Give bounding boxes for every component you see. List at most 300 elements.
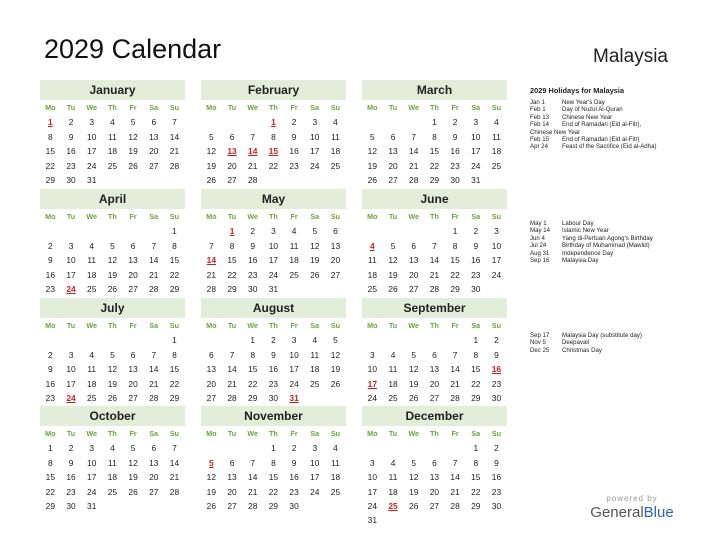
empty-cell (445, 441, 466, 455)
day-cell: 28 (169, 160, 180, 171)
day-cell: 3 (370, 349, 375, 360)
powered-by-text: powered by (606, 494, 658, 503)
day-cell: 20 (149, 146, 159, 157)
weekday-label: Fr (451, 103, 459, 112)
day-cell: 24 (310, 160, 320, 171)
day-cell: 2 (473, 226, 479, 237)
weekday-label: Sa (149, 429, 159, 438)
holiday-name: New Year's Day (562, 99, 605, 106)
day-cell: 7 (172, 443, 177, 454)
day-cell: 14 (450, 472, 460, 483)
day-cell: 28 (429, 283, 440, 294)
day-cell: 18 (87, 269, 97, 280)
day-cell: 18 (330, 472, 341, 483)
weekday-label: Tu (227, 429, 237, 438)
weekday-label: Su (491, 103, 502, 112)
day-cell: 9 (473, 240, 479, 251)
day-cell: 10 (367, 364, 377, 375)
holiday-entry (530, 257, 695, 264)
day-cell: 21 (149, 269, 159, 280)
weekday-label: Su (330, 103, 341, 112)
weekday-label: Mo (45, 321, 56, 330)
holiday-name: Malaysia Day (562, 257, 599, 265)
day-cell: 10 (491, 240, 502, 251)
day-cell: 12 (128, 131, 138, 142)
day-cell: 9 (68, 131, 74, 142)
day-cell: 29 (45, 500, 55, 511)
holiday-day: 14 (248, 146, 258, 157)
day-cell: 25 (289, 269, 299, 280)
day-cell: 10 (66, 255, 76, 266)
day-cell: 1 (432, 117, 437, 128)
day-cell: 8 (172, 240, 177, 251)
day-cell: 14 (429, 255, 440, 266)
day-cell: 7 (452, 349, 458, 360)
empty-cell (403, 224, 424, 238)
weekday-label: Mo (367, 429, 378, 438)
day-cell: 28 (450, 500, 460, 511)
day-cell: 17 (87, 146, 97, 157)
weekday-label: Tu (227, 212, 237, 221)
empty-cell (222, 115, 243, 129)
day-cell: 5 (333, 335, 338, 346)
day-cell: 16 (66, 146, 76, 157)
day-cell: 20 (206, 378, 216, 389)
holiday-name: Islamic New Year (562, 227, 609, 235)
day-cell: 9 (452, 131, 458, 142)
empty-cell (201, 441, 222, 455)
empty-cell (201, 115, 222, 129)
weekday-label: Fr (129, 429, 137, 438)
holiday-name: Independence Day (562, 249, 614, 257)
empty-cell (143, 333, 164, 347)
day-cell: 7 (151, 240, 157, 251)
month-name: February (201, 80, 346, 100)
day-cell: 26 (107, 283, 118, 294)
day-cell: 11 (367, 255, 377, 266)
day-cell: 3 (68, 240, 74, 251)
day-cell: 26 (310, 269, 320, 280)
day-cell: 24 (367, 392, 377, 403)
day-cell: 15 (169, 364, 180, 375)
empty-cell (403, 441, 424, 455)
holiday-date: Aug 31 (530, 249, 550, 257)
holiday-name: Feast of the Sacrifice (Eid al-Adha) (562, 143, 657, 151)
empty-cell (362, 115, 383, 129)
day-cell: 6 (432, 349, 437, 360)
day-cell: 29 (268, 500, 279, 511)
weekday-label: Sa (310, 321, 320, 330)
day-cell: 29 (169, 283, 180, 294)
day-cell: 19 (388, 269, 398, 280)
holiday-date: Apr 24 (530, 143, 548, 151)
day-cell: 6 (209, 349, 214, 360)
day-cell: 9 (291, 131, 297, 142)
holiday-entry (530, 332, 695, 339)
day-cell: 24 (87, 486, 97, 497)
holiday-date: Jul 24 (530, 242, 547, 250)
day-cell: 17 (66, 378, 76, 389)
day-cell: 16 (289, 146, 299, 157)
holiday-entry (530, 106, 695, 113)
day-cell: 2 (68, 443, 74, 454)
day-cell: 14 (149, 255, 159, 266)
weekday-label: Fr (129, 321, 137, 330)
day-cell: 7 (151, 349, 157, 360)
day-cell: 21 (169, 472, 180, 483)
weekday-label: Sa (310, 429, 320, 438)
day-cell: 15 (227, 255, 237, 266)
day-cell: 14 (149, 364, 159, 375)
day-cell: 27 (149, 486, 159, 497)
day-cell: 19 (128, 146, 138, 157)
day-cell: 12 (330, 349, 341, 360)
day-cell: 10 (310, 457, 320, 468)
weekday-label: Th (430, 212, 439, 221)
day-cell: 23 (491, 486, 502, 497)
day-cell: 2 (291, 443, 297, 454)
day-cell: 8 (271, 131, 276, 142)
day-cell: 8 (271, 457, 276, 468)
day-cell: 5 (390, 240, 396, 251)
day-cell: 21 (429, 269, 440, 280)
day-cell: 8 (452, 240, 458, 251)
empty-cell (424, 333, 445, 347)
weekday-label: Su (169, 321, 180, 330)
day-cell: 23 (268, 378, 279, 389)
empty-cell (61, 224, 82, 238)
day-cell: 1 (48, 443, 53, 454)
day-grid (362, 210, 507, 296)
weekday-label: Fr (290, 103, 298, 112)
day-cell: 27 (206, 392, 216, 403)
day-cell: 23 (45, 283, 55, 294)
weekday-label: Th (108, 429, 117, 438)
holiday-date: Feb 15 (530, 136, 549, 144)
day-cell: 20 (227, 160, 237, 171)
weekday-label: Th (430, 429, 439, 438)
weekday-label: Su (169, 103, 180, 112)
day-cell: 17 (268, 255, 279, 266)
weekday-label: Sa (471, 103, 481, 112)
holiday-day: 13 (227, 146, 237, 157)
day-cell: 28 (227, 392, 237, 403)
holiday-date: Feb 14 (530, 121, 549, 129)
weekday-label: Fr (290, 321, 298, 330)
day-cell: 21 (227, 378, 237, 389)
day-cell: 11 (289, 240, 299, 251)
day-cell: 10 (471, 131, 481, 142)
day-cell: 3 (312, 117, 318, 128)
weekday-label: Tu (388, 103, 398, 112)
day-cell: 7 (432, 240, 437, 251)
holiday-name: Christmas Day (562, 346, 602, 354)
brand-name (587, 504, 677, 521)
day-cell: 29 (450, 283, 460, 294)
day-cell: 4 (494, 117, 499, 128)
day-cell: 22 (169, 378, 180, 389)
day-cell: 14 (227, 364, 237, 375)
day-cell: 2 (291, 117, 297, 128)
day-grid (201, 101, 346, 187)
day-cell: 7 (411, 131, 417, 142)
day-cell: 17 (367, 486, 377, 497)
day-cell: 24 (491, 269, 502, 280)
day-cell: 3 (312, 443, 318, 454)
day-cell: 30 (450, 174, 460, 185)
day-cell: 6 (151, 443, 157, 454)
month-august (201, 298, 346, 405)
weekday-label: Tu (66, 321, 76, 330)
day-cell: 28 (149, 283, 159, 294)
day-cell: 26 (206, 174, 216, 185)
holiday-name: End of Ramadan (Eid al-Fitr), (562, 121, 642, 129)
day-cell: 4 (333, 117, 338, 128)
day-cell: 15 (450, 255, 460, 266)
day-cell: 20 (429, 378, 440, 389)
day-cell: 3 (68, 349, 74, 360)
day-cell: 23 (471, 269, 481, 280)
day-cell: 24 (471, 160, 481, 171)
holiday-date: May 1 (530, 220, 547, 227)
day-cell: 14 (169, 131, 180, 142)
holiday-entry (530, 121, 695, 128)
day-cell: 16 (66, 472, 76, 483)
day-cell: 26 (330, 378, 341, 389)
weekday-label: Mo (206, 103, 217, 112)
weekday-label: Tu (388, 321, 398, 330)
month-october (40, 406, 185, 513)
day-cell: 19 (107, 378, 118, 389)
empty-cell (242, 115, 263, 129)
day-cell: 14 (248, 472, 258, 483)
weekday-label: Mo (367, 321, 378, 330)
day-cell: 21 (149, 378, 159, 389)
day-cell: 21 (248, 160, 258, 171)
day-cell: 11 (331, 131, 340, 142)
day-cell: 13 (128, 255, 138, 266)
day-cell: 9 (291, 457, 297, 468)
day-cell: 5 (110, 240, 115, 251)
weekday-label: Mo (206, 321, 217, 330)
day-cell: 29 (227, 283, 237, 294)
day-cell: 25 (310, 378, 320, 389)
day-cell: 12 (128, 457, 138, 468)
day-cell: 9 (48, 255, 53, 266)
holiday-day: 17 (367, 378, 377, 389)
day-cell: 2 (452, 117, 458, 128)
day-cell: 19 (409, 486, 419, 497)
day-cell: 18 (289, 255, 299, 266)
day-cell: 31 (471, 174, 481, 185)
day-cell: 15 (268, 472, 279, 483)
holiday-name: Deepavali (562, 339, 590, 347)
weekday-label: Fr (290, 212, 298, 221)
weekday-label: We (247, 321, 259, 330)
month-march (362, 80, 507, 187)
day-cell: 16 (45, 269, 55, 280)
weekday-label: Th (269, 429, 278, 438)
weekday-label: Mo (45, 212, 56, 221)
day-cell: 9 (250, 240, 256, 251)
day-cell: 27 (128, 283, 138, 294)
empty-cell (40, 333, 61, 347)
day-grid (362, 319, 507, 405)
day-cell: 25 (87, 283, 97, 294)
empty-cell (383, 115, 404, 129)
day-cell: 11 (388, 472, 398, 483)
holiday-entry (530, 250, 695, 257)
day-cell: 17 (491, 255, 502, 266)
day-cell: 19 (330, 364, 341, 375)
empty-cell (362, 333, 383, 347)
day-cell: 3 (473, 117, 479, 128)
weekday-label: Sa (471, 429, 481, 438)
empty-cell (123, 224, 144, 238)
holiday-date: Feb 1 (530, 106, 546, 114)
holiday-day: 16 (491, 364, 502, 375)
day-cell: 21 (206, 269, 216, 280)
day-cell: 26 (206, 500, 216, 511)
day-cell: 8 (48, 457, 53, 468)
day-cell: 23 (289, 486, 299, 497)
day-cell: 20 (429, 486, 440, 497)
holiday-date: Jan 1 (530, 99, 545, 106)
day-cell: 4 (333, 443, 338, 454)
day-cell: 18 (107, 146, 118, 157)
holiday-date: May 14 (530, 227, 550, 235)
day-cell: 20 (330, 255, 341, 266)
day-cell: 22 (471, 486, 481, 497)
day-cell: 14 (409, 146, 419, 157)
month-name: September (362, 298, 507, 318)
holiday-day: 1 (48, 117, 53, 128)
day-cell: 9 (271, 349, 276, 360)
day-cell: 18 (330, 146, 341, 157)
day-cell: 5 (312, 226, 318, 237)
day-cell: 29 (429, 174, 440, 185)
day-cell: 24 (289, 378, 299, 389)
weekday-label: Su (491, 212, 502, 221)
day-cell: 17 (471, 146, 481, 157)
day-cell: 31 (268, 283, 279, 294)
day-cell: 8 (250, 349, 256, 360)
empty-cell (383, 333, 404, 347)
day-grid (201, 319, 346, 405)
day-cell: 19 (107, 269, 118, 280)
day-cell: 30 (289, 500, 299, 511)
day-cell: 7 (250, 131, 256, 142)
day-grid (362, 101, 507, 187)
day-cell: 29 (169, 392, 180, 403)
weekday-label: Tu (66, 429, 76, 438)
month-april (40, 189, 185, 311)
empty-cell (242, 441, 263, 455)
day-cell: 8 (473, 349, 479, 360)
day-grid (362, 427, 507, 528)
country-label: Malaysia (593, 46, 668, 67)
day-cell: 22 (268, 160, 279, 171)
day-cell: 11 (108, 131, 117, 142)
holiday-day: 24 (66, 392, 76, 403)
day-cell: 29 (45, 174, 55, 185)
day-cell: 10 (310, 131, 320, 142)
day-cell: 11 (388, 364, 398, 375)
holiday-name: End of Ramadan (Eid al-Fitr) (562, 136, 640, 144)
weekday-label: Mo (367, 103, 378, 112)
weekday-label: We (86, 429, 98, 438)
month-july (40, 298, 185, 420)
day-grid (40, 101, 185, 187)
day-cell: 13 (330, 240, 341, 251)
month-june (362, 189, 507, 296)
day-cell: 29 (248, 392, 258, 403)
weekday-label: We (247, 429, 259, 438)
day-cell: 26 (388, 283, 398, 294)
weekday-label: We (247, 212, 259, 221)
holiday-entry (530, 220, 695, 227)
day-cell: 22 (450, 269, 460, 280)
day-cell: 12 (206, 146, 216, 157)
day-cell: 25 (107, 160, 118, 171)
day-cell: 19 (310, 255, 320, 266)
day-cell: 3 (271, 226, 276, 237)
weekday-label: Sa (471, 212, 481, 221)
month-may (201, 189, 346, 296)
day-cell: 3 (291, 335, 297, 346)
day-cell: 12 (310, 240, 320, 251)
day-cell: 25 (330, 160, 341, 171)
weekday-label: Th (269, 103, 278, 112)
holiday-entry (530, 114, 695, 121)
weekday-label: Th (108, 103, 117, 112)
day-cell: 17 (87, 472, 97, 483)
holiday-name: Chinese New Year (530, 128, 581, 136)
day-cell: 15 (169, 255, 180, 266)
weekday-label: Su (491, 429, 502, 438)
day-cell: 25 (388, 392, 398, 403)
day-cell: 27 (429, 500, 440, 511)
day-cell: 5 (411, 457, 417, 468)
day-grid (40, 210, 185, 311)
day-cell: 27 (409, 283, 419, 294)
day-cell: 17 (66, 269, 76, 280)
empty-cell (222, 333, 243, 347)
holiday-entry (530, 235, 695, 242)
day-cell: 6 (390, 131, 396, 142)
day-cell: 3 (370, 457, 375, 468)
day-cell: 6 (151, 117, 157, 128)
day-cell: 11 (108, 457, 117, 468)
day-cell: 4 (89, 349, 95, 360)
weekday-label: We (247, 103, 259, 112)
month-name: July (40, 298, 185, 318)
holiday-date: Feb 13 (530, 113, 549, 121)
weekday-label: We (86, 103, 98, 112)
day-cell: 13 (429, 364, 440, 375)
day-cell: 12 (388, 255, 398, 266)
empty-cell (383, 224, 404, 238)
day-cell: 5 (411, 349, 417, 360)
day-cell: 25 (87, 392, 97, 403)
month-january (40, 80, 185, 187)
day-cell: 6 (432, 457, 437, 468)
empty-cell (143, 224, 164, 238)
day-cell: 3 (494, 226, 499, 237)
empty-cell (222, 441, 243, 455)
day-cell: 21 (450, 378, 460, 389)
weekday-label: We (408, 429, 420, 438)
